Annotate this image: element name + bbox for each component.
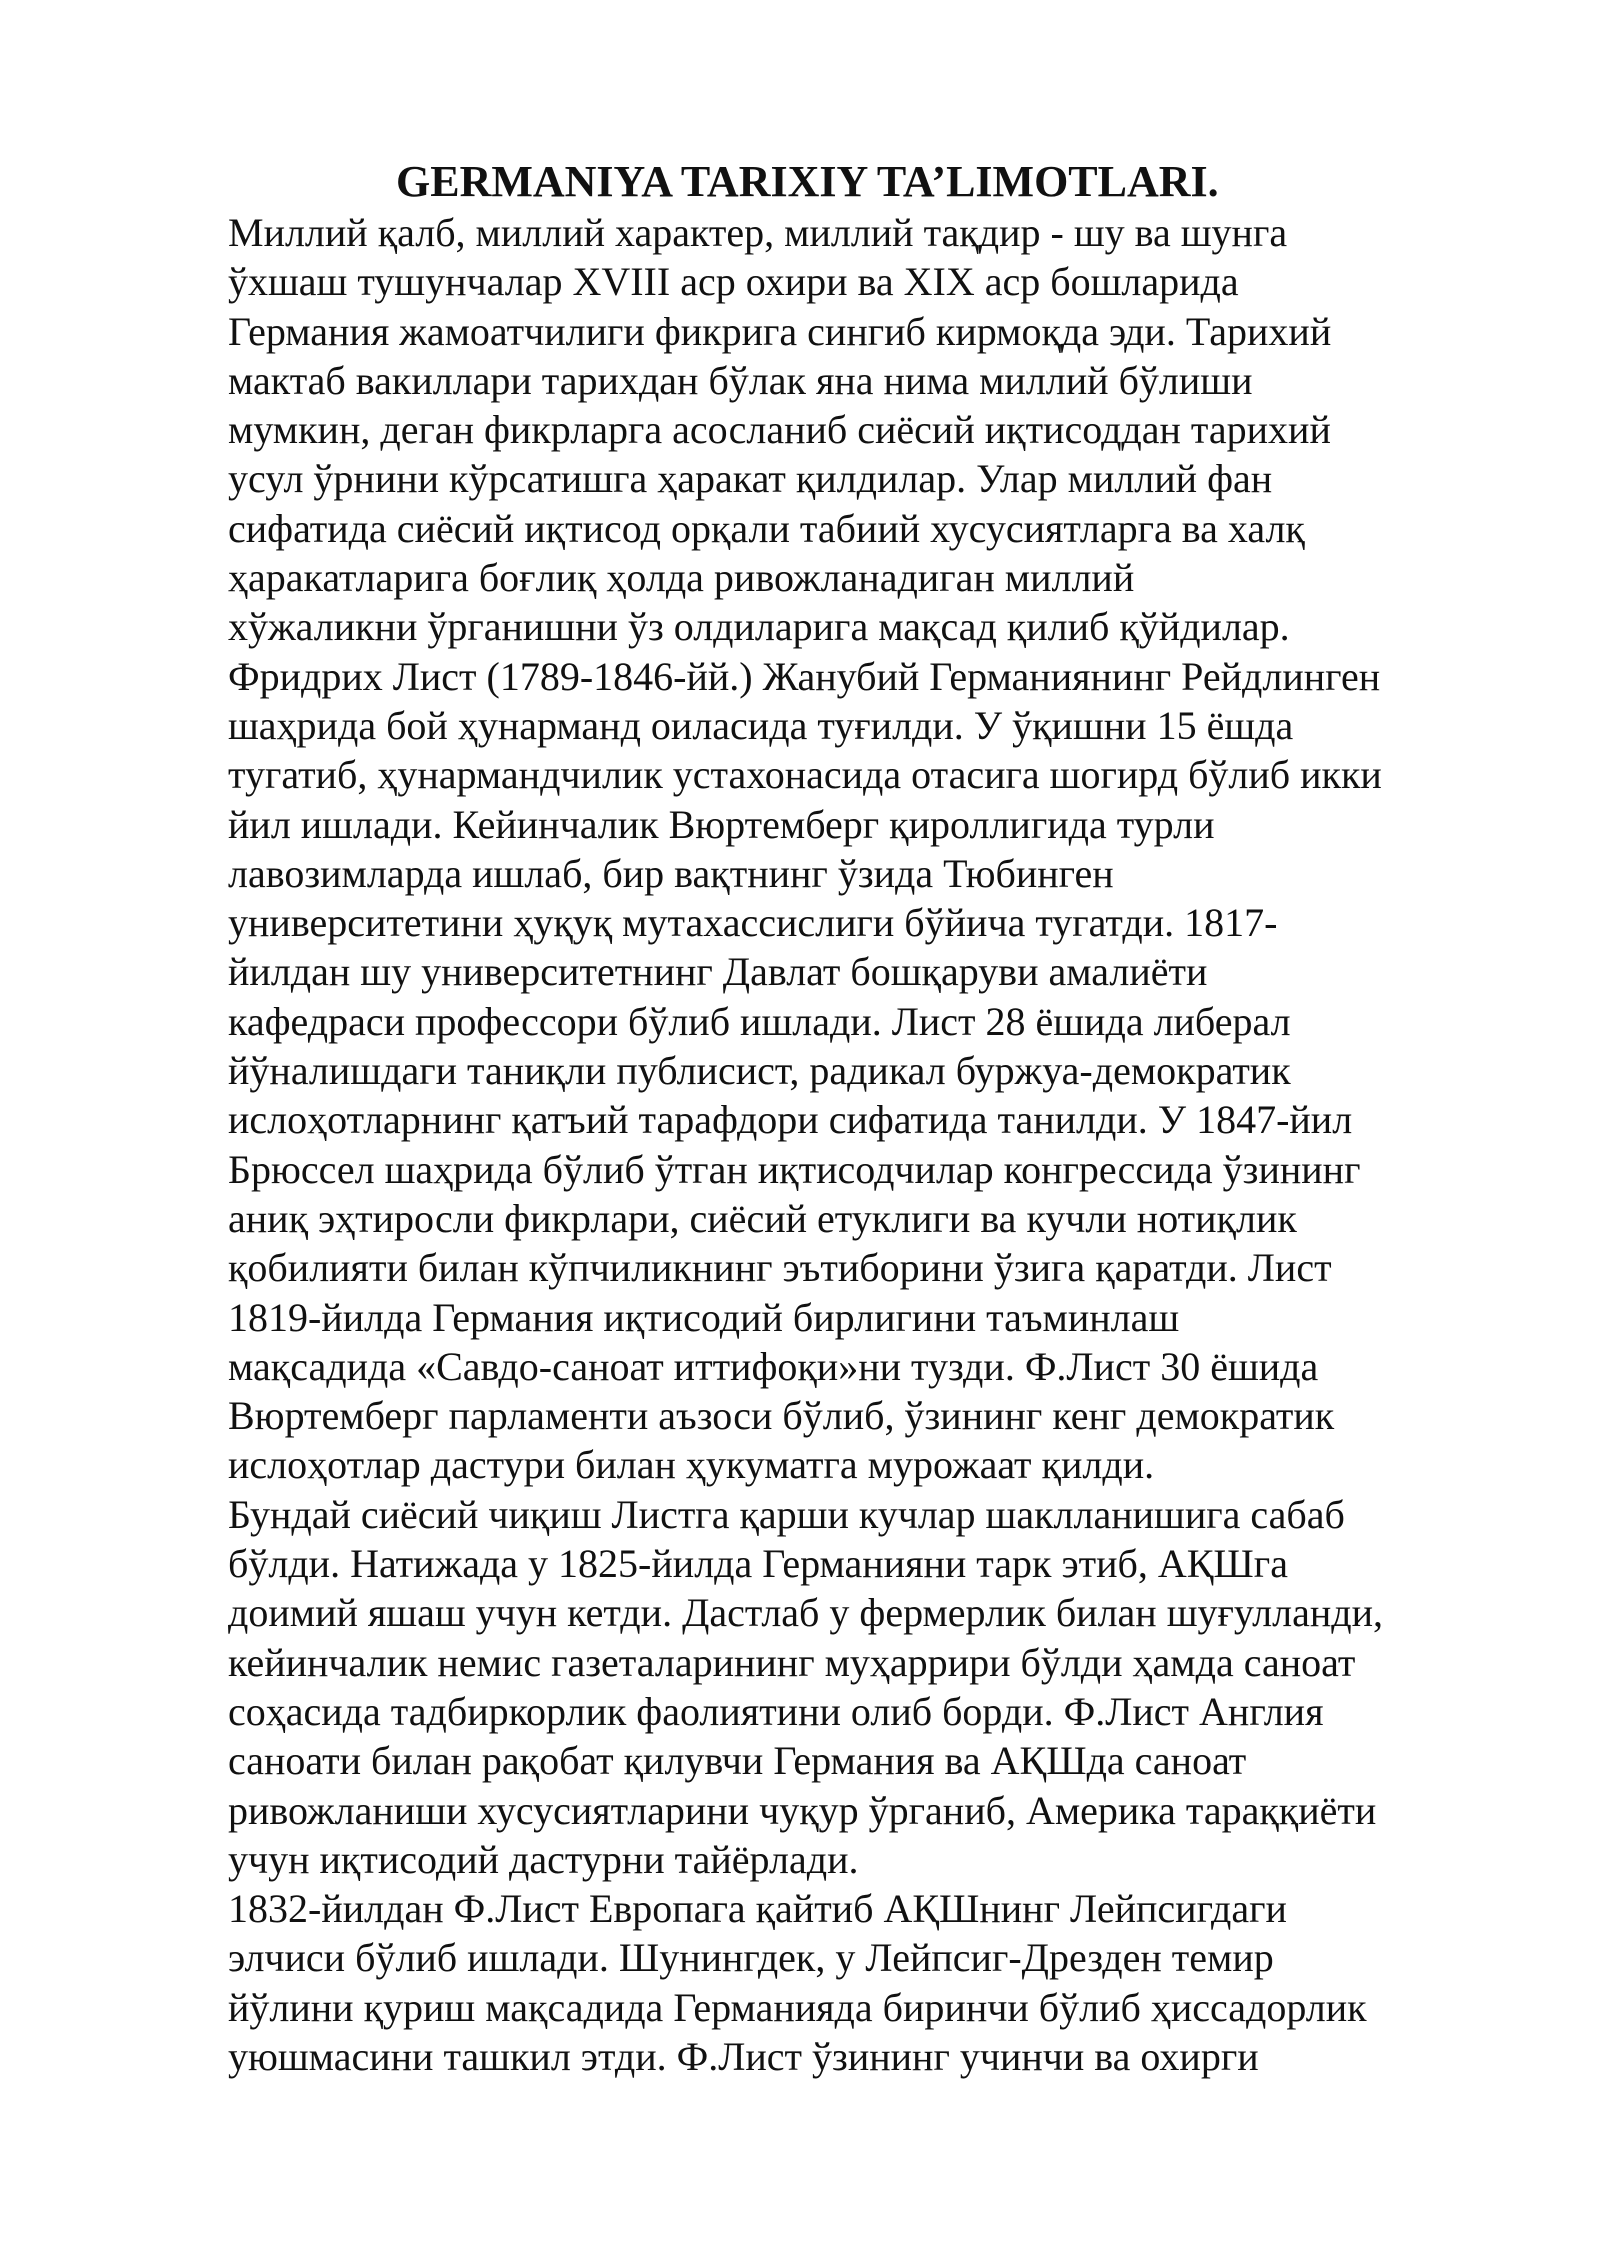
text-line: учун иқтисодий дастурни тайёрлади. xyxy=(228,1836,859,1882)
text-line: ҳаракатларига боғлиқ ҳолда ривожланадиган миллий xyxy=(228,555,1135,601)
text-line: 1832-йилдан Ф.Лист Европага қайтиб АҚШнинг Лейпсигдаги xyxy=(228,1886,1287,1932)
text-line: Брюссел шаҳрида бўлиб ўтган иқтисодчилар конгрессида ўзининг xyxy=(228,1146,1361,1192)
text-line: кейинчалик немис газеталарининг муҳаррири бўлди ҳамда саноат xyxy=(228,1639,1356,1685)
text-line: ўхшаш тушунчалар XVIII аср охири ва XIX аср бошларида xyxy=(228,259,1239,305)
text-line: ислоҳотлар дастури билан ҳукуматга мурожаат қилди. xyxy=(228,1442,1155,1488)
text-line: йилдан шу университетнинг Давлат бошқаруви амалиёти xyxy=(228,949,1208,995)
text-line: бўлди. Натижада у 1825-йилда Германияни тарк этиб, АҚШга xyxy=(228,1541,1288,1587)
text-line: тугатиб, ҳунармандчилик устахонасида отасига шогирд бўлиб икки xyxy=(228,752,1382,798)
text-line: Германия жамоатчилиги фикрига сингиб кирмоқда эди. Тарихий xyxy=(228,308,1332,354)
text-line: элчиси бўлиб ишлади. Шунингдек, у Лейпсиг-Дрезден темир xyxy=(228,1935,1274,1981)
text-line: доимий яшаш учун кетди. Дастлаб у фермерлик билан шуғулланди, xyxy=(228,1590,1383,1636)
text-line: хўжаликни ўрганишни ўз олдиларига мақсад қилиб қўйдилар. xyxy=(228,604,1290,650)
text-line: 1819-йилда Германия иқтисодий бирлигини таъминлаш xyxy=(228,1294,1180,1340)
text-line: Фридрих Лист (1789-1846-йй.) Жанубий Германиянинг Рейдлинген xyxy=(228,653,1381,699)
text-line: соҳасида тадбиркорлик фаолиятини олиб борди. Ф.Лист Англия xyxy=(228,1688,1324,1734)
text-line: ривожланиши хусусиятларини чуқур ўрганиб, Америка тараққиёти xyxy=(228,1787,1377,1833)
text-line: йўлини қуриш мақсадида Германияда биринчи бўлиб ҳиссадорлик xyxy=(228,1984,1367,2030)
document-body xyxy=(228,208,1528,2081)
text-line: университетини ҳуқуқ мутахассислиги бўйича тугатди. 1817- xyxy=(228,900,1278,946)
text-line: сифатида сиёсий иқтисод орқали табиий хусусиятларга ва халқ xyxy=(228,505,1305,551)
text-line: усул ўрнини кўрсатишга ҳаракат қилдилар. Улар миллий фан xyxy=(228,456,1273,502)
text-line: лавозимларда ишлаб, бир вақтнинг ўзида Тюбинген xyxy=(228,850,1114,896)
text-line: йўналишдаги таниқли публисист, радикал буржуа-демократик xyxy=(228,1048,1291,1094)
text-line: мақсадида «Савдо-саноат иттифоқи»ни тузди. Ф.Лист 30 ёшида xyxy=(228,1343,1319,1389)
text-line: кафедраси профессори бўлиб ишлади. Лист 28 ёшида либерал xyxy=(228,998,1291,1044)
text-line: мактаб вакиллари тарихдан бўлак яна нима миллий бўлиши xyxy=(228,357,1253,403)
text-line: Вюртемберг парламенти аъзоси бўлиб, ўзининг кенг демократик xyxy=(228,1393,1335,1439)
text-line: саноати билан рақобат қилувчи Германия ва АҚШда саноат xyxy=(228,1738,1247,1784)
text-line: қобилияти билан кўпчиликнинг эътиборини ўзига қаратди. Лист xyxy=(228,1245,1332,1291)
document-title: GERMANIYA TARIXIY TA’LIMOTLARI. xyxy=(396,157,1219,206)
text-line: Миллий қалб, миллий характер, миллий тақдир - шу ва шунга xyxy=(228,210,1288,255)
text-line: ислоҳотларнинг қатъий тарафдори сифатида танилди. У 1847-йил xyxy=(228,1097,1353,1143)
text-line: мумкин, деган фикрларга асосланиб сиёсий иқтисоддан тарихий xyxy=(228,407,1331,453)
text-line: шаҳрида бой ҳунарманд оиласида туғилди. У ўқишни 15 ёшда xyxy=(228,702,1294,748)
text-line: аниқ эҳтиросли фикрлари, сиёсий етуклиги ва кучли нотиқлик xyxy=(228,1195,1297,1241)
text-line: йил ишлади. Кейинчалик Вюртемберг қироллигида турли xyxy=(228,801,1215,847)
text-line: Бундай сиёсий чиқиш Листга қарши кучлар шаклланишига сабаб xyxy=(228,1491,1345,1537)
text-line: уюшмасини ташкил этди. Ф.Лист ўзининг учинчи ва охирги xyxy=(228,2033,1259,2079)
